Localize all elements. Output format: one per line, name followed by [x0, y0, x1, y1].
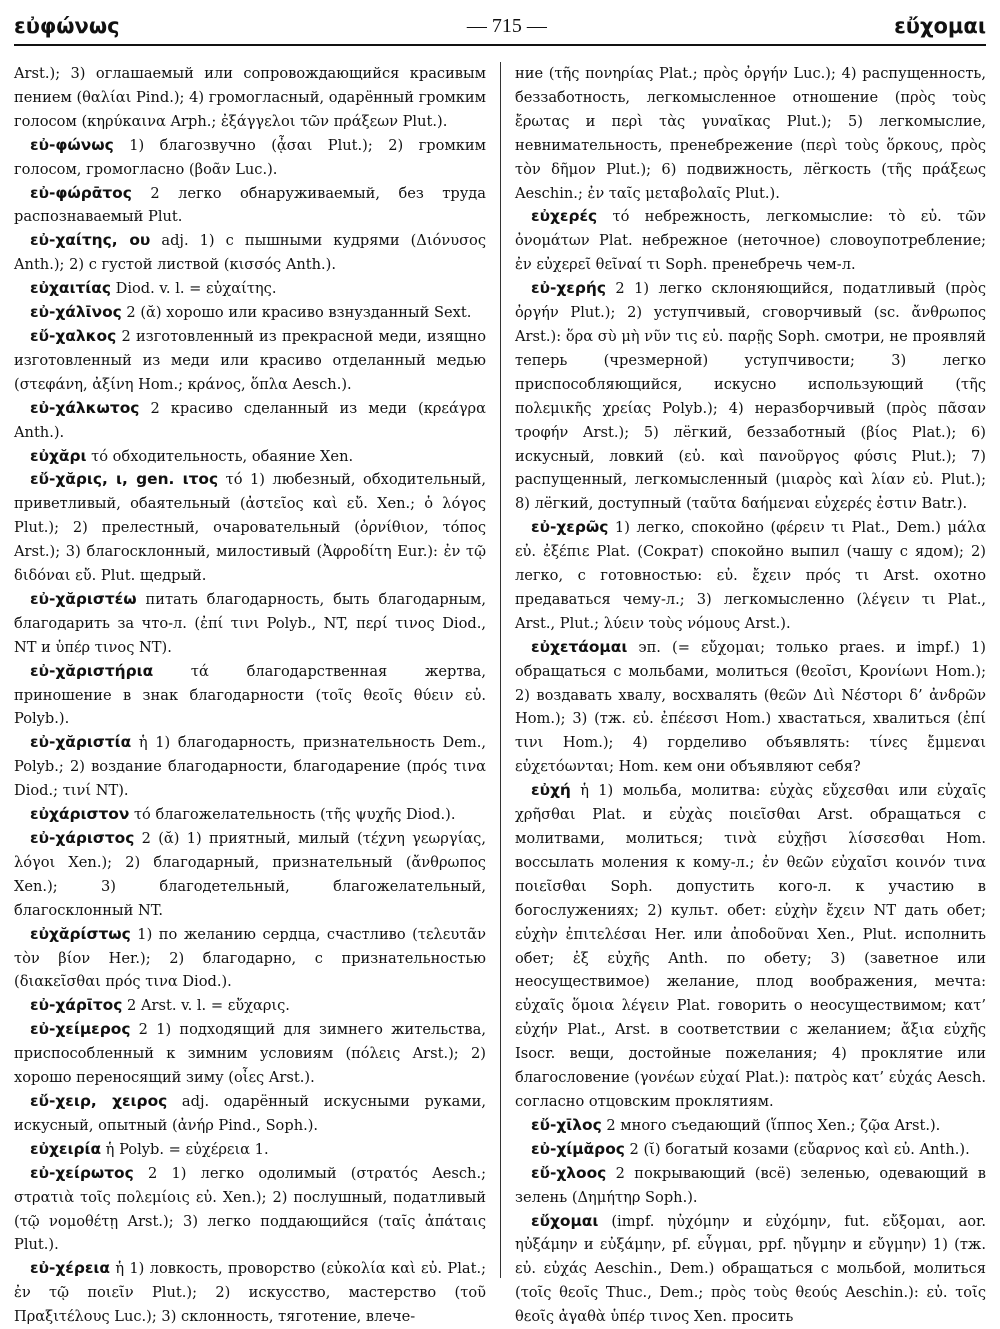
entry-headword: εὐχετάομαι: [531, 638, 627, 656]
entry-definition: ἡ 1) мольба, молитва: εὐχὰς εὔχεσθαι или εὐχαῖς χρῆσθαι Plat. и εὐχὰς ποιεῖσθαι Arst. обращаться с молитвами, молиться; τινὰ εὐχῇσι λίσσεσθαι Hom. воссылать моления к кому-л.; ἐν θεῶν εὐχαῖσι κοινόν τινα ποιεῖσθαι Soph. допустить кого-л. к участию в богослужениях; 2) культ. обет: εὐχὴν ἔχειν NT дать обет; εὐχὴν ἐπιτελέσαι Her. или ἀποδοῦναι Xen., Plut. исполнить обет; ἐξ εὐχῆς Anth. по обету; 3) (заветное или неосуществимое) желание, плод воображения, мечта: εὐχαῖς ὅμοια λέγειν Plat. говорить о неосуществимом; κατ’ εὐχήν Plat., Arst. в соответствии с желанием; ἄξια εὐχῆς Isocr. вещи, достойные пожелания; 4) проклятие или благословение (γονέων εὐχαί Plat.): πατρὸς κατ’ εὐχάς Aesch. согласно отцовским проклятиям.: [515, 782, 986, 1110]
dictionary-entry: [14, 731, 486, 803]
entry-definition: (impf. ηὐχόμην и εὐχόμην, fut. εὔξομαι, aor. ηὐξάμην и εὐξάμην, pf. εὖγμαι, ppf. ηὔγμην и εὔγμην) 1) (тж. εὐ. εὐχάς Aeschin., Dem.) обращаться с мольбой, молиться (τοῖς θεοῖς Thuc., Dem.; πρὸς τοὺς θεούς Aeschin.): εὐ. τοῖς θεοῖς ἀγαθὰ ὑπέρ τινος Xen. просить: [515, 1213, 986, 1326]
entry-headword: εὐ-φώρᾱτος: [30, 184, 132, 202]
entry-headword: εὐχαιτίας: [30, 279, 111, 297]
entry-definition: ἡ 1) ловкость, проворство (εὐκολία καὶ εὐ. Plat.; ἐν τῷ ποιεῖν Plut.); 2) искусство, мастерство (τοῦ Πραξιτέλους Luc.); 3) склонность, тяготение, влече-: [14, 1260, 486, 1325]
entry-definition: ἡ Polyb. = εὐχέρεια 1.: [101, 1141, 269, 1158]
entry-headword: εὐ-χίμᾰρος: [531, 1140, 625, 1158]
entry-definition: ние (τῆς πονηρίας Plat.; πρὸς ὀργήν Luc.); 4) распущенность, беззаботность, легкомысленное отношение (πρὸς τοὺς ἔρωτας и περὶ τὰς γυναῖκας Plut.); 5) легкомыслие, невнимательность, пренебрежение (περὶ τοὺς ὅρκους, πρὸς τὸν δῆμον Plut.); 6) подвижность, лёгкость (τῆς πράξεως Aeschin.; ἐν ταῖς μεταβολαῖς Plut.).: [515, 65, 986, 202]
dictionary-entry: [14, 923, 486, 995]
dictionary-entry: [14, 445, 486, 469]
entry-headword: εὔ-χλοος: [531, 1164, 606, 1182]
entry-definition: 2 легко обнаруживаемый, без труда распознаваемый Plut.: [14, 185, 486, 226]
dictionary-entry: [14, 588, 486, 660]
entry-definition: 2 красиво сделанный из меди (κρεάγρα Anth.).: [14, 400, 486, 441]
dictionary-entry: [14, 182, 486, 230]
entry-definition: 1) легко, спокойно (φέρειν τι Plat., Dem.) μάλα εὐ. ἐξέπιε Plat. (Сократ) спокойно выпил (чашу с ядом); 2) легко, с готовностью: εὐ. ἔχειν πρός τι Arst. охотно предаваться чему-л.; 3) легкомысленно (λέγειν τι Plat., Arst., Plut.; λύειν τοὺς νόμους Arst.).: [515, 519, 986, 632]
dictionary-entry: [14, 1138, 486, 1162]
entry-definition: τό 1) любезный, обходительный, приветливый, обаятельный (ἀστεῖος καὶ εὔ. Xen.; ὁ λόγος Plut.); 2) прелестный, очаровательный (ὀρνίθιον, τόπος Arst.); 3) благосклонный, милостивый (Ἀφροδίτη Eur.): ἐν τῷ διδόναι εὔ. Plut. щедрый.: [14, 471, 486, 584]
dictionary-entry: [14, 468, 486, 588]
entry-headword: εὔ-χῑλος: [531, 1116, 602, 1134]
entry-definition: τό небрежность, легкомыслие: τὸ εὐ. τῶν ὀνομάτων Plat. небрежное (неточное) словоупотребление; ἐν εὐχερεῖ θεῖναί τι Soph. пренебречь чем-л.: [515, 208, 986, 273]
dictionary-entry: [14, 1257, 486, 1329]
entry-definition: adj. одарённый искусными руками, искусный, опытный (ἀνήρ Pind., Soph.).: [14, 1093, 486, 1134]
entry-headword: εὐχᾰρίστως: [30, 925, 131, 943]
dictionary-entry: [515, 277, 986, 516]
entry-headword: εὐχή: [531, 781, 571, 799]
entry-definition: питать благодарность, быть благодарным, благодарить за что-л. (ἐπί τινι Polyb., NT, περί τινος Diod., NT и ὑπέρ τινος NT).: [14, 591, 486, 656]
entry-headword: εὔ-χαλκος: [30, 327, 116, 345]
left-column: [14, 62, 500, 1278]
dictionary-entry: [515, 1210, 986, 1329]
entry-definition: 2 1) легко одолимый (στρατός Aesch.; στρατιὰ τοῖς πολεμίοις εὐ. Xen.); 2) послушный, податливый (τῷ νομοθέτῃ Arst.); 3) легко поддающийся (ταῖς ἀπάταις Plut.).: [14, 1165, 486, 1254]
entry-headword: εὐχᾰρι: [30, 447, 86, 465]
entry-headword: εὐ-χᾰριστέω: [30, 590, 137, 608]
dictionary-entry: [14, 134, 486, 182]
dictionary-entry: [14, 62, 486, 134]
entry-headword: εὐ-φώνως: [30, 136, 114, 154]
entry-headword: εὐ-χᾰριστία: [30, 733, 131, 751]
dictionary-entry: [14, 1090, 486, 1138]
dictionary-entry: [14, 803, 486, 827]
dictionary-entry: [515, 1138, 986, 1162]
dictionary-entry: [14, 325, 486, 397]
dictionary-entry: [14, 301, 486, 325]
entry-definition: τά благодарственная жертва, приношение в знак благодарности (τοῖς θεοῖς θύειν εὐ. Polyb.).: [14, 663, 486, 728]
page-header: [14, 8, 986, 46]
entry-headword: εὐ-χᾰριστήρια: [30, 662, 153, 680]
entry-definition: Diod. v. l. = εὐχαίτης.: [111, 280, 277, 297]
entry-headword: εὐ-χάρῑτος: [30, 996, 122, 1014]
dictionary-entry: [14, 1018, 486, 1090]
entry-definition: Arst.); 3) оглашаемый или сопровождающийся красивым пением (θαλίαι Pind.); 4) громогласный, одарённый громким голосом (κηρύκαινα Arph.; ἐξάγγελοι τῶν πράξεων Plut.).: [14, 65, 486, 130]
entry-definition: эп. (= εὔχομαι; только praes. и impf.) 1) обращаться с мольбами, молиться (θεοῖσι, Κρονίωνι Hom.); 2) воздавать хвалу, восхвалять (θεῶν Διὶ Νέστορι δ’ ἀνδρῶν Hom.); 3) (тж. εὐ. ἐπέεσσι Hom.) хвастаться, хвалиться (ἐπί τινι Hom.); 4) горделиво объявлять: τίνες ἔμμεναι εὐχετόωνται; Hom. кем они объявляют себя?: [515, 639, 986, 776]
entry-definition: 1) благозвучно (ᾆσαι Plut.); 2) громким голосом, громогласно (βοᾶν Luc.).: [14, 137, 486, 178]
entry-definition: 2 изготовленный из прекрасной меди, изящно изготовленный из меди или красиво отделанный медью (στεφάνη, ἀξίνη Hom.; κράνος, ὅπλα Aesch.).: [14, 328, 486, 393]
entry-headword: εὔχομαι: [531, 1212, 598, 1230]
dictionary-entry: [515, 205, 986, 277]
dictionary-entry: [14, 827, 486, 923]
entry-definition: 2 (ῐ) богатый козами (εὔαρνος καὶ εὐ. Anth.).: [625, 1141, 970, 1158]
entry-definition: 2 1) подходящий для зимнего жительства, приспособленный к зимним условиям (πόλεις Arst.); 2) хорошо переносящий зиму (οἶες Arst.).: [14, 1021, 486, 1086]
entry-definition: adj. 1) с пышными кудрями (Διόνυσος Anth.); 2) с густой листвой (κισσός Anth.).: [14, 232, 486, 273]
entry-headword: εὐ-χερῶς: [531, 518, 608, 536]
entry-headword: εὐ-χείμερος: [30, 1020, 130, 1038]
dictionary-entry: [515, 1162, 986, 1210]
dictionary-entry: [14, 660, 486, 732]
dictionary-entry: [515, 1114, 986, 1138]
dictionary-entry: [14, 1162, 486, 1258]
entry-headword: εὐ-χάλκωτος: [30, 399, 139, 417]
dictionary-entry: [515, 62, 986, 205]
entry-headword: εὐ-χείρωτος: [30, 1164, 134, 1182]
text-columns: [14, 62, 986, 1278]
header-right-headword: εὔχομαι: [894, 14, 986, 38]
dictionary-entry: [14, 397, 486, 445]
entry-headword: εὐχειρία: [30, 1140, 101, 1158]
entry-definition: ἡ 1) благодарность, признательность Dem., Polyb.; 2) воздание благодарности, благодарение (πρός τινα Diod.; τινί NT).: [14, 734, 486, 799]
dictionary-entry: [14, 229, 486, 277]
entry-headword: εὔ-χᾰρις, ι, gen. ιτος: [30, 470, 218, 488]
entry-definition: 2 покрывающий (всё) зеленью, одевающий в зелень (Δημήτηρ Soph.).: [515, 1165, 986, 1206]
dictionary-entry: [515, 779, 986, 1114]
page-number: — 715 —: [467, 15, 547, 38]
entry-definition: τό обходительность, обаяние Xen.: [86, 448, 353, 465]
dictionary-entry: [515, 636, 986, 779]
entry-headword: εὐ-χάλῑνος: [30, 303, 122, 321]
entry-definition: 2 много съедающий (ἵππος Xen.; ζῷα Arst.).: [602, 1117, 941, 1134]
entry-headword: εὐ-χαίτης, ου: [30, 231, 150, 249]
entry-definition: 1) по желанию сердца, счастливо (τελευτᾶν τὸν βίον Her.); 2) благодарно, с признательностью (διακεῖσθαι πρός τινα Diod.).: [14, 926, 486, 991]
entry-definition: 2 (ᾰ) хорошо или красиво взнузданный Sext.: [122, 304, 472, 321]
right-column: [500, 62, 986, 1278]
entry-headword: εὐ-χερής: [531, 279, 606, 297]
dictionary-entry: [14, 994, 486, 1018]
entry-headword: εὐχερές: [531, 207, 597, 225]
entry-headword: εὔ-χειρ, χειρος: [30, 1092, 167, 1110]
entry-headword: εὐ-χέρεια: [30, 1259, 110, 1277]
header-left-headword: εὐφώνως: [14, 14, 120, 38]
entry-definition: 2 Arst. v. l. = εὔχαρις.: [122, 997, 290, 1014]
dictionary-entry: [515, 516, 986, 636]
entry-headword: εὐ-χάριστος: [30, 829, 134, 847]
entry-definition: 2 1) легко склоняющийся, податливый (πρὸς ὀργήν Plut.); 2) уступчивый, сговорчивый (sc. ἄνθρωπος Arst.): ὅρα σὺ μὴ νῦν τις εὐ. παρῇς Soph. смотри, не проявляй теперь (чрезмерной) уступчивости; 3) легко приспособляющийся, искусно использующий (τῆς πολεμικῆς χρείας Polyb.); 4) неразборчивый (πρὸς πᾶσαν τροφήν Arst.); 5) лёгкий, беззаботный (βίος Plat.); 6) искусный, ловкий (εὐ. καὶ πανοῦργος φύσις Plut.); 7) распущенный, легкомысленный (μιαρὸς καὶ λίαν εὐ. Plut.); 8) лёгкий, доступный (ταῦτα δαήμεναι εὐχερές ἐστιν Batr.).: [515, 280, 986, 512]
entry-definition: τό благожелательность (τῆς ψυχῆς Diod.).: [129, 806, 455, 823]
entry-definition: 2 (ᾰ) 1) приятный, милый (τέχνη γεωργίας, λόγοι Xen.); 2) благодарный, признательный (ἄνθρωπος Xen.); 3) благодетельный, благожелательный, благосклонный NT.: [14, 830, 486, 919]
entry-headword: εὐχάριστον: [30, 805, 129, 823]
dictionary-entry: [14, 277, 486, 301]
